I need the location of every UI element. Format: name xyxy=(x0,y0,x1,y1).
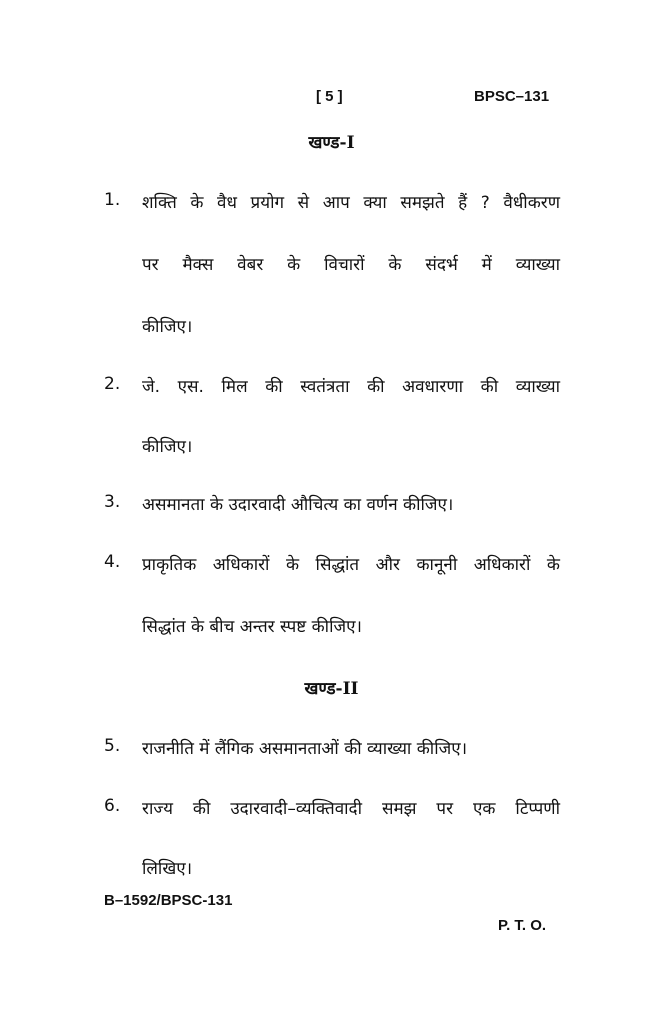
question-line: प्राकृतिक अधिकारों के सिद्धांत और कानूनी अधिकारों के xyxy=(142,555,560,575)
please-turn-over: P. T. O. xyxy=(498,917,547,934)
question-line: राजनीति में लैंगिक असमानताओं की व्याख्या कीजिए। xyxy=(142,739,468,759)
question-line: कीजिए। xyxy=(142,317,193,337)
question-line: शक्ति के वैध प्रयोग से आप क्या समझते हैं ? वैधीकरण xyxy=(142,193,560,213)
question-line: पर मैक्स वेबर के विचारों के संदर्भ में व्याख्या xyxy=(142,255,560,275)
question-number: 5. xyxy=(104,736,121,756)
page-number: [ 5 ] xyxy=(316,88,343,105)
paper-code: BPSC–131 xyxy=(474,88,550,105)
section-title-2: खण्ड-II xyxy=(304,679,359,699)
question-number: 4. xyxy=(104,552,121,572)
question-number: 6. xyxy=(104,796,121,816)
question-line: राज्य की उदारवादी–व्यक्तिवादी समझ पर एक टिप्पणी xyxy=(142,799,560,819)
question-number: 3. xyxy=(104,492,121,512)
question-line: सिद्धांत के बीच अन्तर स्पष्ट कीजिए। xyxy=(142,617,362,637)
section-title-1: खण्ड-I xyxy=(308,133,355,153)
question-line: जे. एस. मिल की स्वतंत्रता की अवधारणा की व्याख्या xyxy=(142,377,560,397)
question-line: कीजिए। xyxy=(142,437,193,457)
footer-code: B–1592/BPSC-131 xyxy=(104,892,233,909)
question-number: 2. xyxy=(104,374,121,394)
question-line: असमानता के उदारवादी औचित्य का वर्णन कीजिए। xyxy=(142,495,454,515)
question-number: 1. xyxy=(104,190,121,210)
question-line: लिखिए। xyxy=(142,859,193,879)
